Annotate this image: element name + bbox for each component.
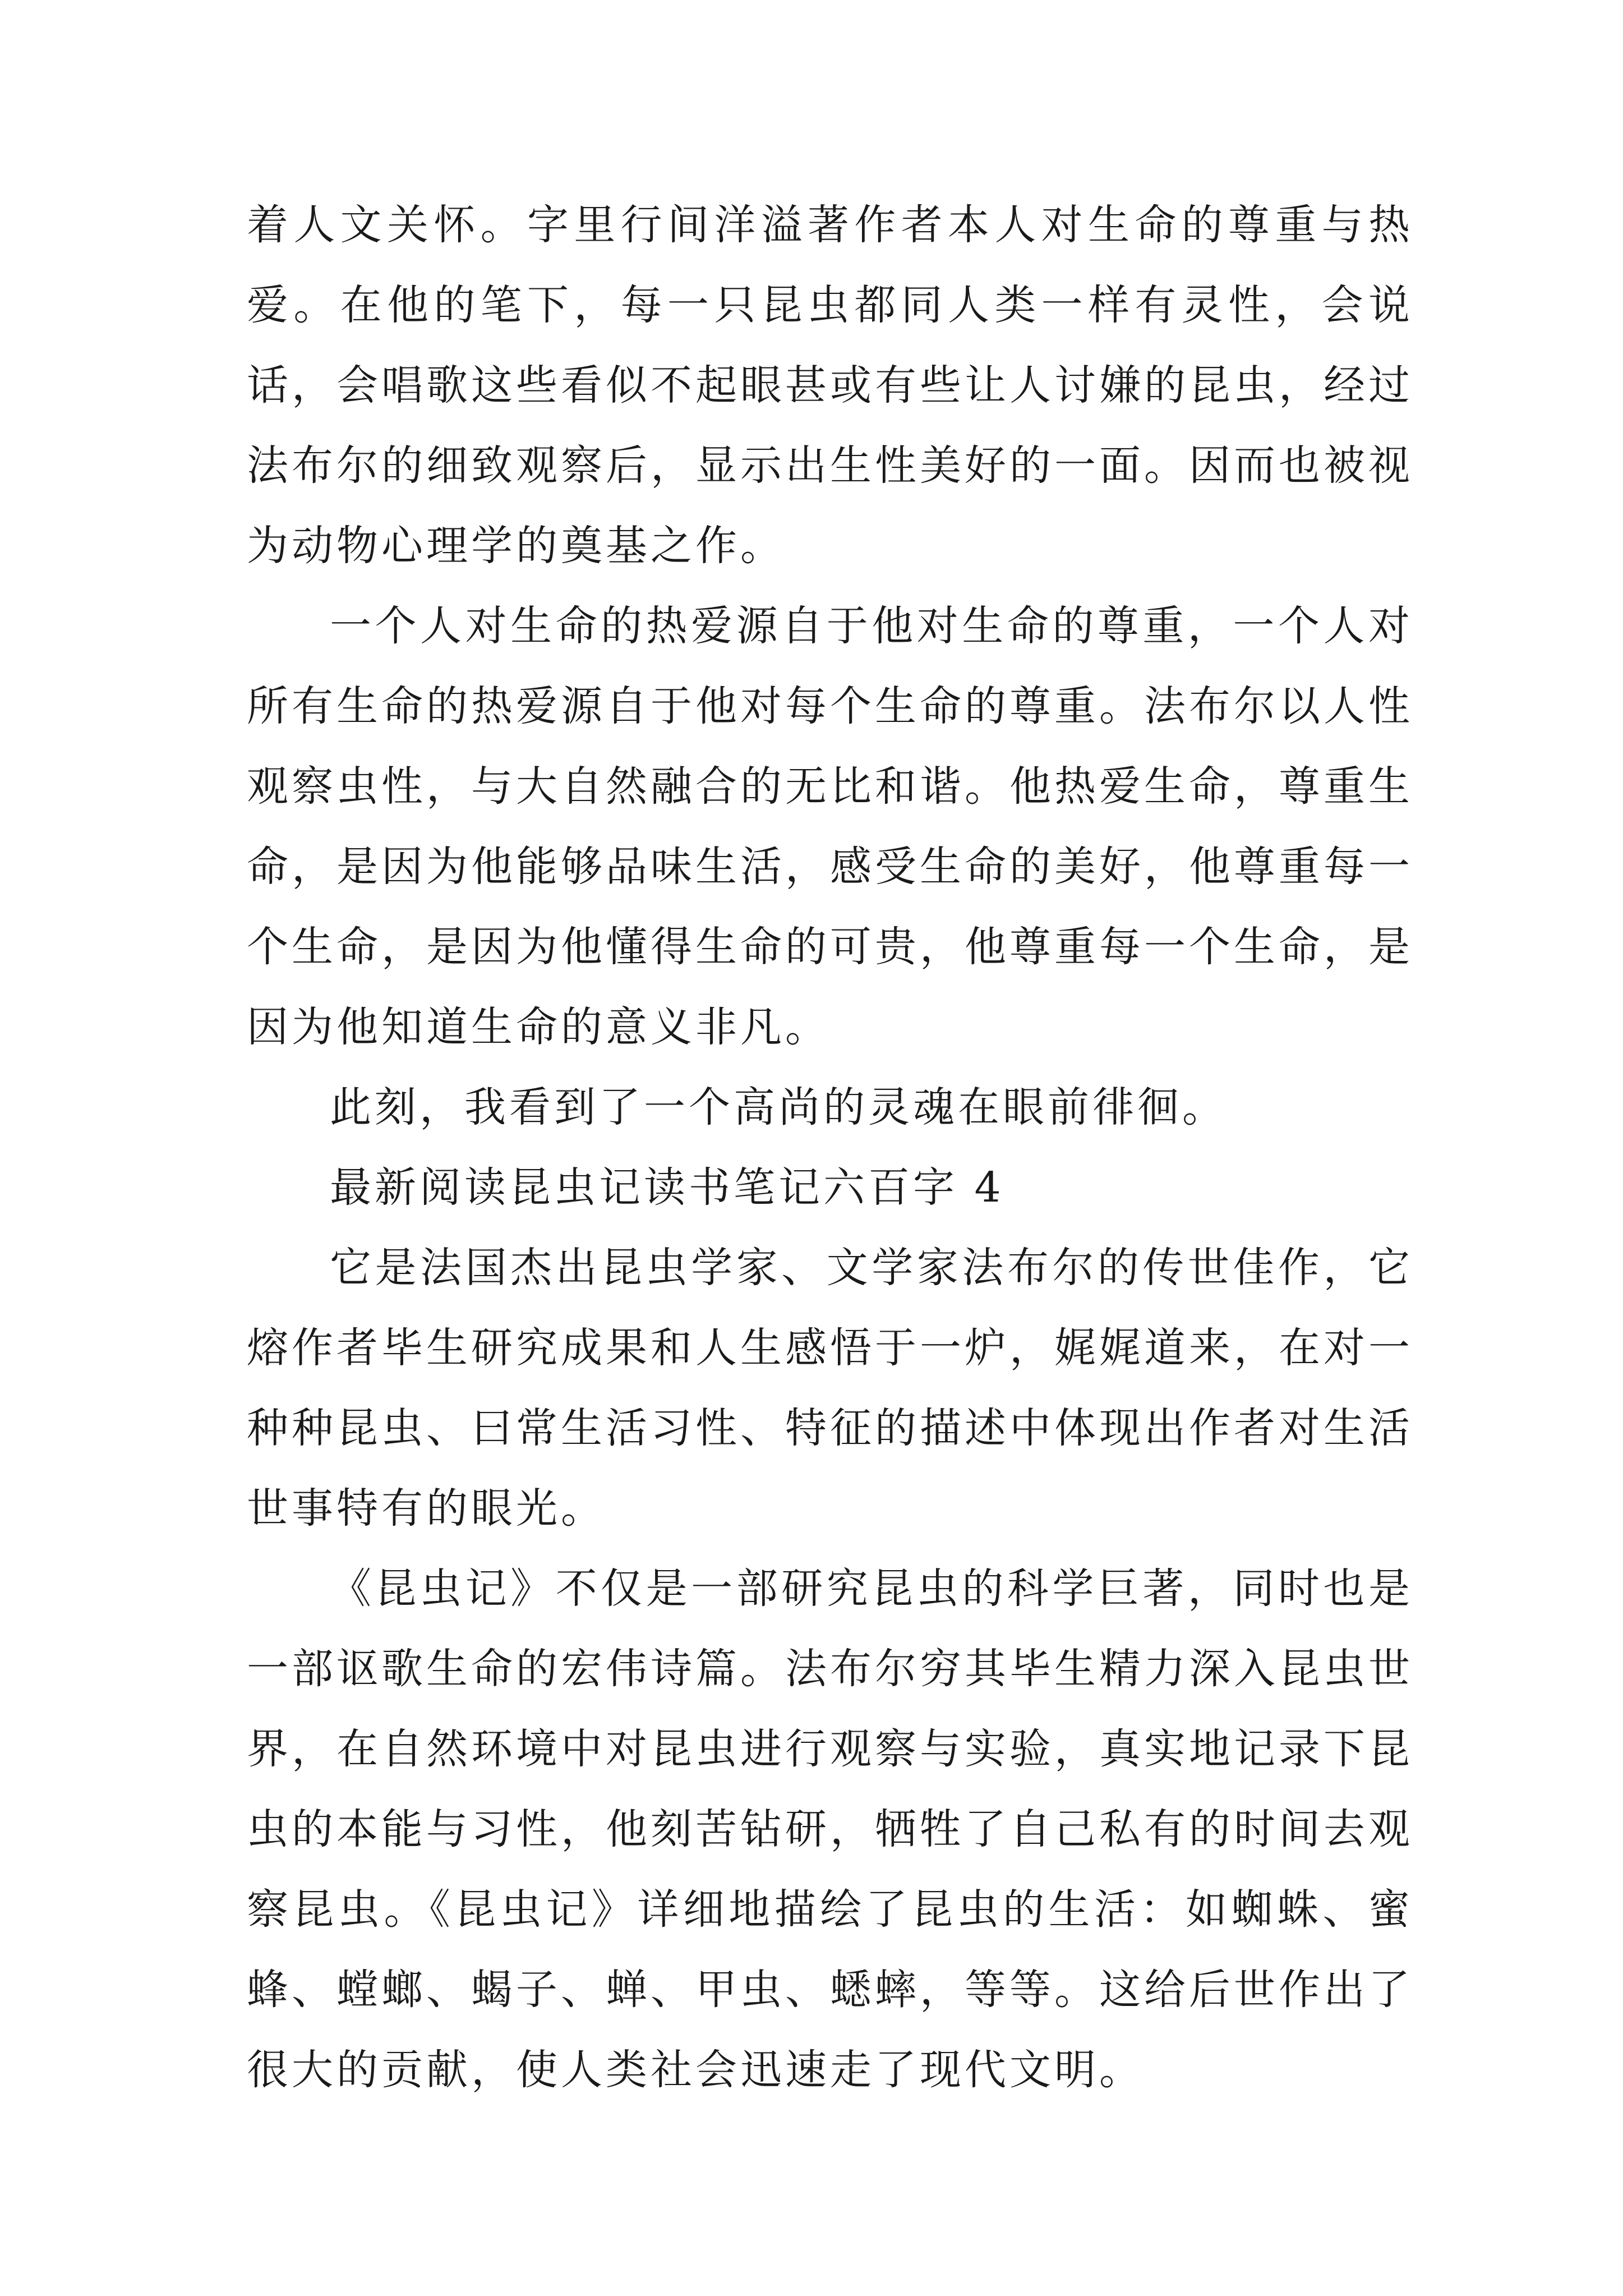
section-heading: 最新阅读昆虫记读书笔记六百字 4 xyxy=(330,1163,1004,1212)
paragraph-2: 一个人对生命的热爱源自于他对生命的尊重，一个人对所有生命的热爱源自于他对每个生命的尊重。法布尔以人性观察虫性，与大自然融合的无比和谐。他热爱生命，尊重生命，是因为他能够品味生活，感受生命的美好，他尊重每一个生命，是因为他懂得生命的可贵，他尊重每一个生命，是因为他知道生命的意义非凡。 xyxy=(247,602,1413,1051)
paragraph-4: 它是法国杰出昆虫学家、文学家法布尔的传世佳作，它熔作者毕生研究成果和人生感悟于一炉，娓娓道来，在对一种种昆虫、曰常生活习性、特征的描述中体现出作者对生活世事特有的眼光。 xyxy=(247,1244,1413,1533)
document-body xyxy=(247,185,1413,2110)
paragraph-3: 此刻，我看到了一个高尚的灵魂在眼前徘徊。 xyxy=(330,1083,1227,1131)
paragraph-1: 着人文关怀。字里行间洋溢著作者本人对生命的尊重与热爱。在他的笔下，每一只昆虫都同人类一样有灵性，会说话，会唱歌这些看似不起眼甚或有些让人讨嫌的昆虫，经过法布尔的细致观察后，显示出生性美好的一面。因而也被视为动物心理学的奠基之作。 xyxy=(247,201,1413,570)
paragraph-5: 《昆虫记》不仅是一部研究昆虫的科学巨著，同时也是一部讴歌生命的宏伟诗篇。法布尔穷其毕生精力深入昆虫世界，在自然环境中对昆虫进行观察与实验，真实地记录下昆虫的本能与习性，他刻苦钻研，牺牲了自己私有的时间去观察昆虫。《昆虫记》详细地描绘了昆虫的生活：如蜘蛛、蜜蜂、螳螂、蝎子、蝉、甲虫、蟋蟀，等等。这给后世作出了很大的贡献，使人类社会迅速走了现代文明。 xyxy=(247,1565,1413,2094)
